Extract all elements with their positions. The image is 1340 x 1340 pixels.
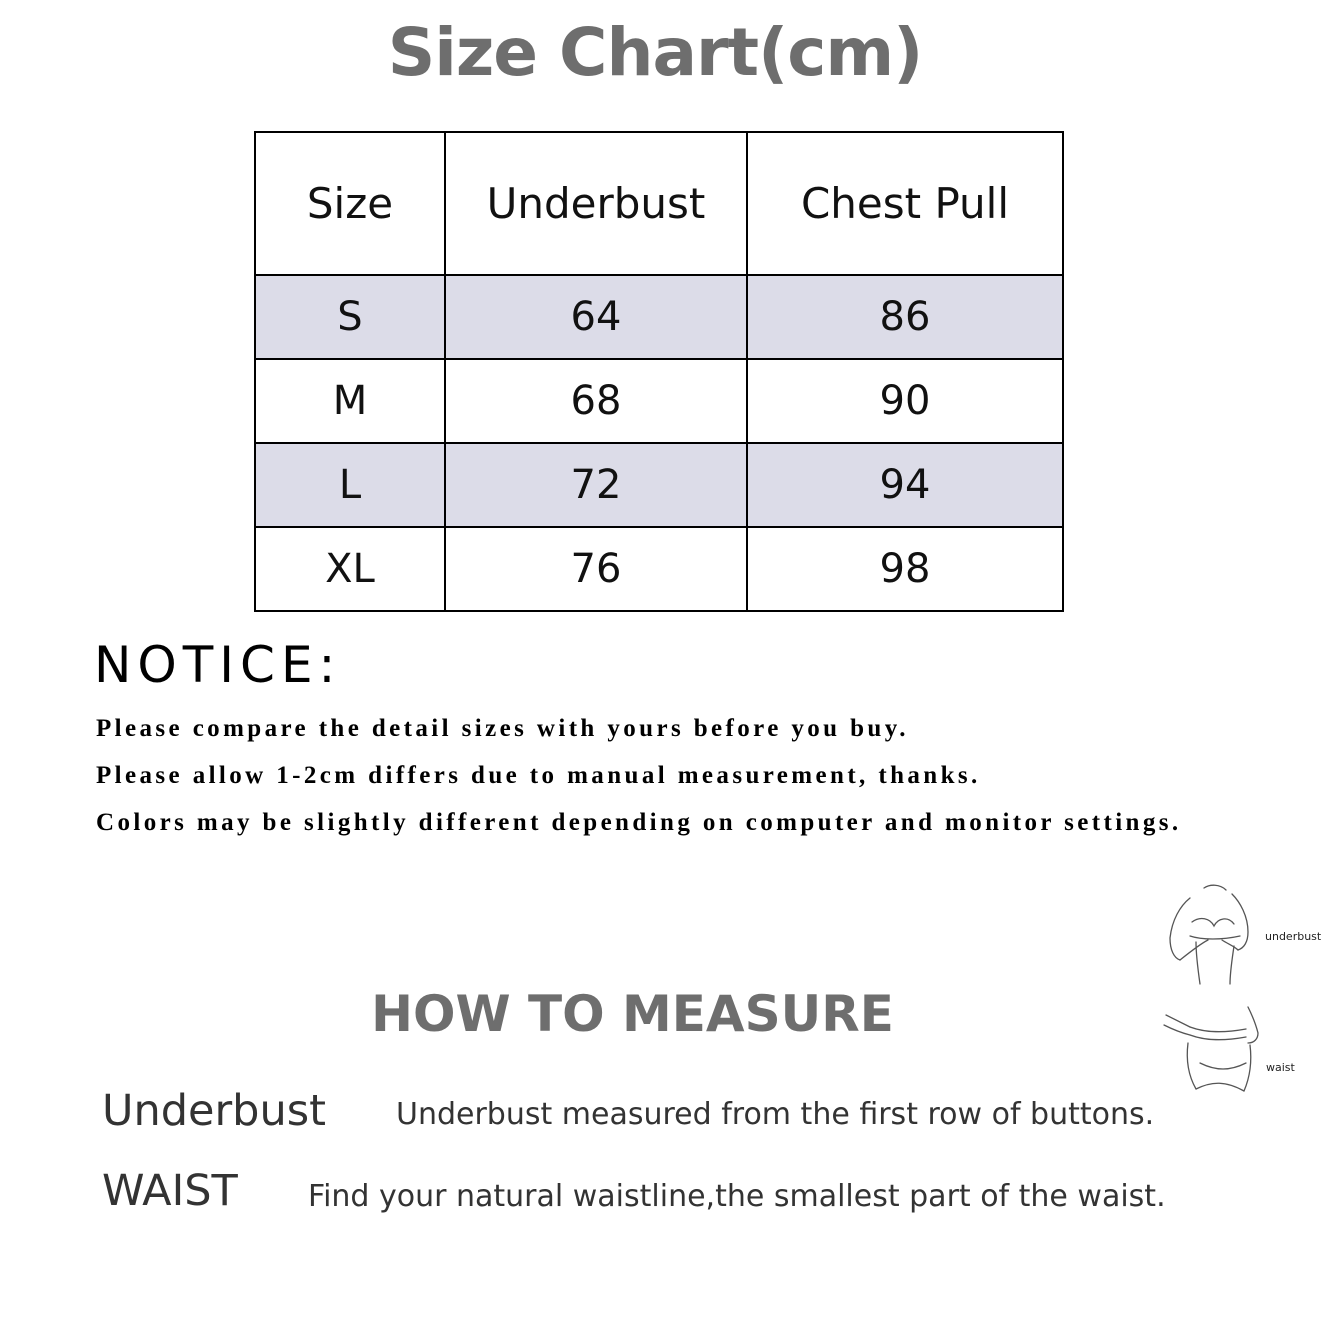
desc-waist: Find your natural waistline,the smallest part of the waist. (308, 1179, 1166, 1214)
cell-underbust: 64 (445, 275, 747, 359)
table-row (255, 527, 1063, 611)
cell-size: S (255, 275, 445, 359)
term-underbust: Underbust (102, 1086, 326, 1136)
table-header-row (255, 132, 1063, 275)
header-underbust: Underbust (445, 132, 747, 275)
cell-size: XL (255, 527, 445, 611)
cell-underbust: 76 (445, 527, 747, 611)
cell-chest-pull: 94 (747, 443, 1063, 527)
cell-underbust: 68 (445, 359, 747, 443)
table-row (255, 359, 1063, 443)
cell-chest-pull: 86 (747, 275, 1063, 359)
how-to-measure-title: HOW TO MEASURE (371, 985, 894, 1043)
cell-underbust: 72 (445, 443, 747, 527)
size-chart-title: Size Chart(cm) (387, 14, 923, 91)
cell-size: M (255, 359, 445, 443)
underbust-figure-label: underbust (1265, 930, 1322, 943)
table-row (255, 275, 1063, 359)
cell-size: L (255, 443, 445, 527)
notice-line: Colors may be slightly different depending on computer and monitor settings. (96, 809, 1182, 836)
underbust-figure-icon (1162, 880, 1262, 985)
desc-underbust: Underbust measured from the first row of buttons. (396, 1097, 1155, 1132)
term-waist: WAIST (102, 1166, 238, 1216)
size-table (254, 131, 1064, 612)
notice-line: Please compare the detail sizes with yours before you buy. (96, 715, 909, 742)
cell-chest-pull: 98 (747, 527, 1063, 611)
waist-figure-label: waist (1266, 1061, 1295, 1074)
cell-chest-pull: 90 (747, 359, 1063, 443)
notice-line: Please allow 1-2cm differs due to manual measurement, thanks. (96, 762, 981, 789)
table-row (255, 443, 1063, 527)
header-size: Size (255, 132, 445, 275)
header-chest-pull: Chest Pull (747, 132, 1063, 275)
notice-title: NOTICE: (94, 636, 342, 694)
